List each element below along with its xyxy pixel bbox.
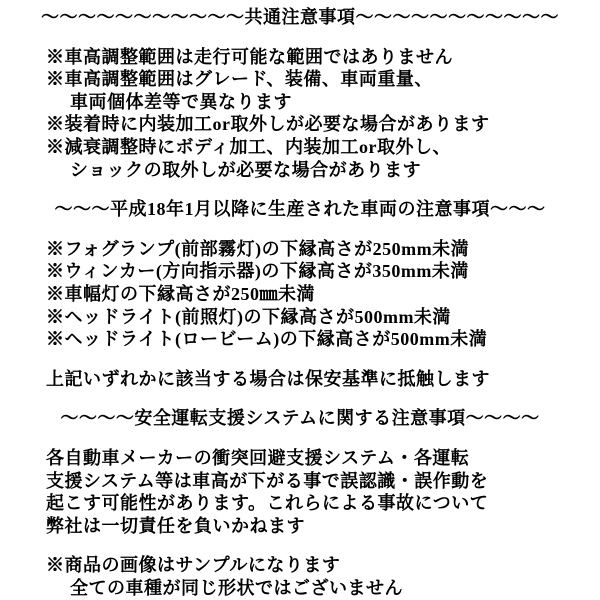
notice-line: ※商品の画像はサンプルになります (46, 555, 341, 576)
notice-line: 弊社は一切責任を負いかねます (46, 515, 305, 536)
paragraph-gap (0, 537, 600, 554)
paragraph-gap (0, 181, 600, 198)
notice-line: 各自動車メーカーの衝突回避支援システム・各運転 (46, 447, 470, 468)
section-heading: ～～～～～～～～～～～共通注意事項～～～～～～～～～～～ (41, 7, 559, 27)
notice-line: 起こす可能性があります。これらによる事故について (46, 493, 489, 514)
notice-line: ※ヘッドライト(前照灯)の下縁高さが500mm未満 (46, 306, 451, 327)
notice-line: 車両個体差等で異なります (70, 91, 292, 112)
notice-line: ショックの取外しが必要な場合があります (70, 159, 422, 180)
paragraph-gap (0, 390, 600, 407)
paragraph-gap (0, 351, 600, 368)
notice-line: ※フォグランプ(前部霧灯)の下縁高さが250mm未満 (46, 238, 470, 259)
notice-line: 全ての車種が同じ形状ではございません (70, 577, 403, 598)
notice-line: 支援システム等は車高が下がる事で誤認識・誤作動を (46, 470, 489, 491)
section-heading: ～～～～安全運転支援システムに関する注意事項～～～～ (60, 408, 540, 429)
notice-line: 上記いずれかに該当する場合は保安基準に抵触します (46, 368, 490, 389)
notice-line: ※車高調整範囲は走行可能な範囲ではありません (46, 46, 453, 67)
notice-line: ※装着時に内装加工or取外しが必要な場合があります (46, 114, 490, 135)
paragraph-gap (0, 221, 600, 238)
notice-line: ※ヘッドライト(ロービーム)の下縁高さが500mm未満 (46, 329, 488, 350)
notice-line: ※減衰調整時にボディ加工、内装加工or取外し、 (46, 136, 452, 157)
section-heading: ～～～平成18年1月以降に生産された車両の注意事項～～～ (54, 199, 546, 220)
notice-line: ※ウィンカー(方向指示器)の下縁高さが350mm未満 (46, 261, 469, 282)
paragraph-gap (0, 29, 600, 46)
paragraph-gap (0, 430, 600, 447)
notice-line: ※車高調整範囲はグレード、装備、車両重量、 (46, 69, 433, 90)
notice-line: ※車幅灯の下縁高さが250㎜未満 (46, 283, 315, 304)
